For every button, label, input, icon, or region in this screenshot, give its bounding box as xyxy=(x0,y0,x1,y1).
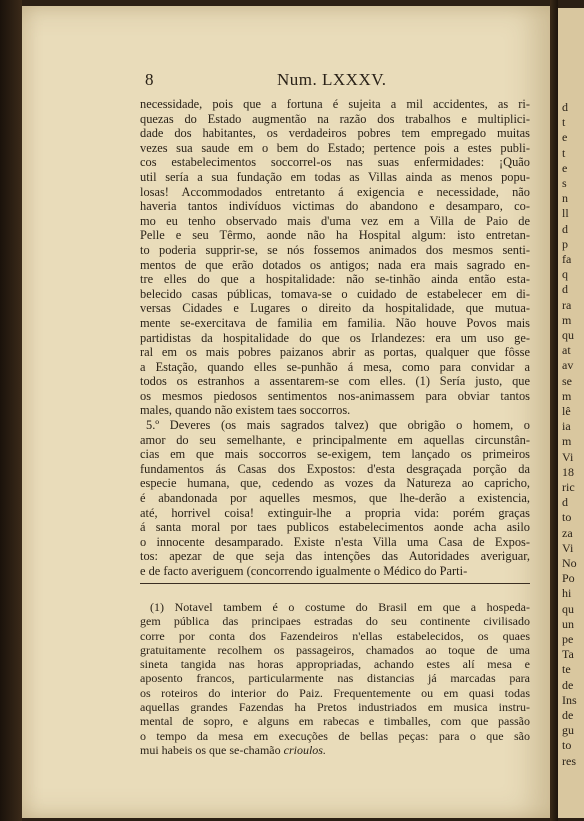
next-page-fragment: t xyxy=(562,145,566,160)
body-line: losas! Accommodados entretanto á exigencia e necessidade, não xyxy=(140,184,530,199)
book-gutter xyxy=(550,0,558,821)
running-head: Num. LXXXV. xyxy=(277,70,387,89)
next-page-fragment: qu xyxy=(562,328,574,342)
footnote-line: sineta tangida nas horas appropriadas, achando estes alí mesa e xyxy=(140,657,530,672)
body-line: fundamentos ás Casas dos Expostos: d'esta desgraçada porção da xyxy=(140,461,530,476)
next-page-fragment: to xyxy=(562,738,572,753)
next-page-fragment: gu xyxy=(562,723,574,738)
body-line: cos estabelecimentos soccorrel-os nas suas enfermidades: ¡Quão xyxy=(140,155,530,170)
footnote-line xyxy=(140,743,530,757)
next-page-fragment: ll xyxy=(562,206,569,221)
body-line: o innocente desamparado. Existe n'esta Villa uma Casa de Expos- xyxy=(140,534,530,549)
next-page-fragment: m xyxy=(562,434,572,449)
next-page-fragment: q xyxy=(562,267,568,282)
body-line: mentos de que erão dotados os antigos; nada era mais sagrado en- xyxy=(140,257,530,272)
next-page-fragment: res xyxy=(562,753,576,768)
next-page-fragment: qu xyxy=(562,601,574,616)
body-line: tre elles do que a hospitalidade: não se-tinhão ainda então esta- xyxy=(140,272,530,287)
footnote-line: o tempo da mesa em execuções de bellas peças: para o que são xyxy=(140,728,530,743)
next-page-fragment: d xyxy=(562,100,568,114)
body-line: haveria tantos indivíduos victimas do abandono e desamparo, co- xyxy=(140,199,530,214)
body-line: especie humana, que, cedendo as vozes da Natureza ao capricho, xyxy=(140,476,530,491)
next-page-fragment: te xyxy=(562,662,571,677)
body-line: partidistas da hospitalidade do que os Irlandezes: era um uso ge- xyxy=(140,330,530,345)
next-page-fragment: e xyxy=(562,130,568,145)
footnote-line: gratuitamente recolhem os passageiros, chamados ao toque de uma xyxy=(140,642,530,657)
next-page-fragment: s xyxy=(562,176,567,190)
next-page-fragment: lê xyxy=(562,404,571,418)
body-line: 5.º Deveres (os mais sagrados talvez) que obrigão o homem, o xyxy=(146,418,530,433)
body-line: Pelle e seu Têrmo, aonde não ha Hospital algum: isto entretan- xyxy=(140,228,530,243)
next-page-fragment: e xyxy=(562,160,568,175)
next-page-edge xyxy=(558,8,584,818)
body-line: a Estação, quando elles se-punhão á mesa, como para convidar a xyxy=(140,359,530,374)
body-text xyxy=(140,97,530,579)
footnote xyxy=(140,600,530,757)
body-line: os mesmos piedosos sentimentos nos-animassem para obviar tantos xyxy=(140,388,530,403)
footnote-line: mental de sopro, e alguns em rabecas e timballes, com que passão xyxy=(140,714,530,729)
next-page-fragment: Vi xyxy=(562,449,574,464)
body-line: todos os estranhos a assentarem-se com elles. (1) Sería justo, que xyxy=(140,374,530,389)
footnote-rule xyxy=(140,583,530,584)
body-line: até, horrivel coisa! extinguir-lhe a propria vida: porém graças xyxy=(140,505,530,520)
body-line: á santa moral por taes publicos estabelecimentos aonde acha asilo xyxy=(140,520,530,535)
body-line: to poderia supprir-se, se nós fossemos animados dos mesmos senti- xyxy=(140,242,530,257)
body-line: quezas do Estado augmentão na razão dos trabalhos e multiplici- xyxy=(140,111,530,126)
next-page-fragment: d xyxy=(562,221,568,236)
footnote-line-text: mui habeis os que se-chamão xyxy=(140,742,284,757)
next-page-fragment: fa xyxy=(562,252,572,266)
next-page-fragment: de xyxy=(562,708,574,722)
next-page-fragment: av xyxy=(562,358,574,373)
next-page-fragment: p xyxy=(562,236,568,251)
next-page-fragment: hi xyxy=(562,586,572,601)
body-line: ral em os mais pobres paizanos abrir as portas, qualquer que fôsse xyxy=(140,345,530,360)
next-page-fragment: m xyxy=(562,312,572,327)
footnote-line: aquellas grandes Fazendas ha Pretos industriados em musica instru- xyxy=(140,700,530,715)
next-page-fragment: ia xyxy=(562,419,571,434)
body-line: é abandonada por aquelles mesmos, que lhe-derão a existencia, xyxy=(140,491,530,506)
next-page-fragment: Ta xyxy=(562,647,574,662)
next-page-fragment: Ins xyxy=(562,692,577,707)
next-page-fragment: pe xyxy=(562,632,574,646)
body-line: males, quando não existem taes soccorros. xyxy=(140,403,351,418)
body-line: necessidade, pois que a fortuna é sujeita a mil accidentes, as ri- xyxy=(140,97,530,111)
body-line: mo eu tenho observado mais d'uma vez em a Villa de Paio de xyxy=(140,213,530,228)
body-line: tos: apezar de que seja das intenções das Autoridades averiguar, xyxy=(140,549,530,564)
next-page-fragment: za xyxy=(562,525,573,540)
next-page-fragment: de xyxy=(562,677,574,692)
body-line: amor do seu semelhante, e principalmente em aquellas circunstân- xyxy=(140,432,530,447)
body-line: cias em que mais soccorros se-exigem, tem lançado os primeiros xyxy=(140,447,530,462)
next-page-fragment: d xyxy=(562,495,568,510)
next-page-fragment: No xyxy=(562,556,577,570)
body-line: mente se-exercitava de familia em familia. Não houve Povos mais xyxy=(140,315,530,330)
body-line: versas Cidades e Lugares o direito da hospitalidade, que mutua- xyxy=(140,301,530,316)
footnote-line: os roteiros do interior do Paiz. Frequentemente ou em quasi todas xyxy=(140,685,530,700)
page-number: 8 xyxy=(145,70,154,89)
next-page-fragment: se xyxy=(562,373,572,388)
footnote-line: (1) Notavel tambem é o costume do Brasil em que a hospeda- xyxy=(150,600,530,614)
page-header xyxy=(145,70,545,96)
footnote-line: aposento francos, particularmente nas distancias já marcadas para xyxy=(140,671,530,686)
body-line: vezes sua saude em o bem do Estado; pertence pois a estes publi- xyxy=(140,140,530,155)
next-page-fragment: at xyxy=(562,343,571,358)
next-page-fragment: ric xyxy=(562,480,575,494)
body-line: util sería a sua fundação em todas as Villas ainda as menos popu- xyxy=(140,169,530,184)
body-line: dade dos habitantes, os verdadeiros pobres tem empregado muitas xyxy=(140,126,530,141)
next-page-fragment: 18 xyxy=(562,464,574,479)
next-page-fragment: m xyxy=(562,388,572,403)
body-line: e de facto averiguem (concorrendo igualmente o Médico do Parti- xyxy=(140,564,468,578)
next-page-fragment: Po xyxy=(562,571,575,586)
left-binding-shadow xyxy=(0,0,22,821)
next-page-fragment: un xyxy=(562,616,574,631)
next-page-fragment: d xyxy=(562,282,568,297)
next-page-fragment: ra xyxy=(562,297,572,312)
footnote-line: corre por conta dos Fazendeiros n'ellas estabelecidos, os quaes xyxy=(140,628,530,643)
next-page-fragment: to xyxy=(562,510,572,525)
footnote-line: gem pública das principaes estradas do seu continente civilisado xyxy=(140,614,530,629)
next-page-fragment: Vi xyxy=(562,540,574,555)
footnote-italic-term: crioulos. xyxy=(283,742,326,757)
next-page-fragment: t xyxy=(562,115,566,130)
next-page-fragment: n xyxy=(562,191,568,206)
body-line: belecido casas públicas, tomava-se o cuidado de estabelecer em di- xyxy=(140,286,530,301)
